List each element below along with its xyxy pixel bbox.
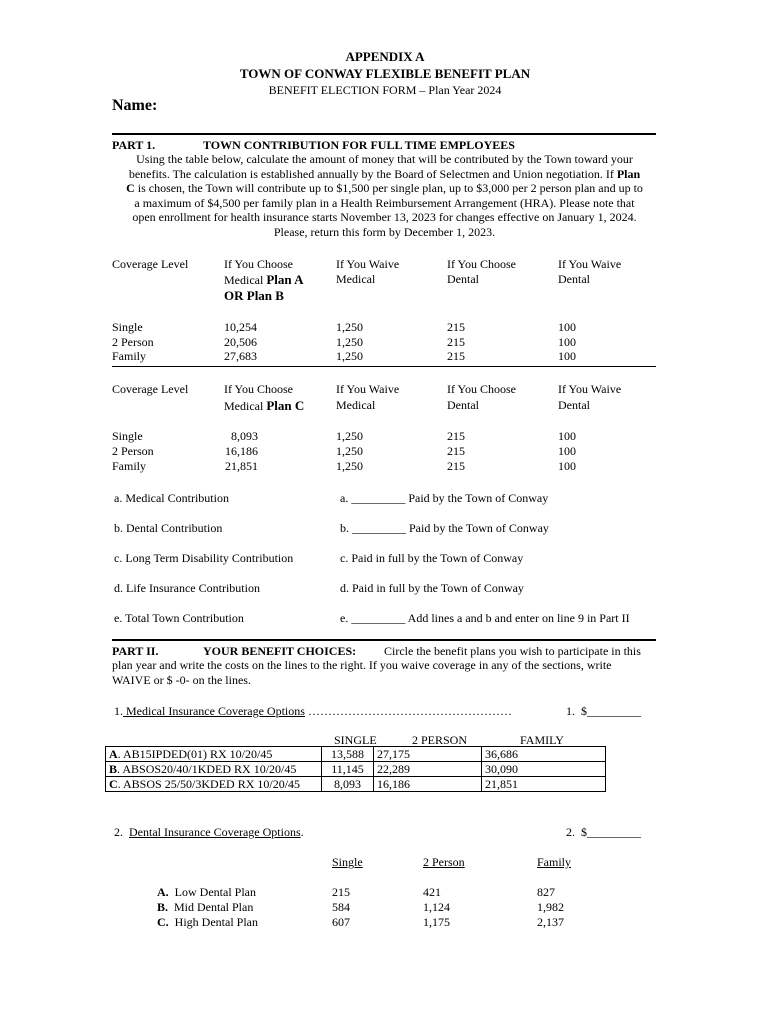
value-cell: 27,683 [224, 349, 257, 364]
col-header-choose-dental [447, 257, 516, 287]
levels-column [112, 320, 154, 364]
col-header-level: Coverage Level [112, 257, 189, 271]
header-line: If You Waive [336, 382, 400, 396]
para-text: is chosen, the Town will contribute up to $1,500 per single plan, up to $3,000 per 2 person plan and up to [134, 181, 643, 196]
cost-blank[interactable]: $_________ [581, 704, 641, 718]
single-cell: 11,145 [322, 762, 374, 777]
plan-word: Plan [616, 166, 641, 181]
header-line: Dental [558, 397, 590, 412]
header-text: Medical [224, 398, 267, 413]
period: . [300, 825, 304, 839]
plan-name: . ABSOS 25/50/3KDED RX 10/20/45 [117, 777, 301, 791]
para-line [112, 181, 657, 196]
table-row[interactable] [106, 777, 606, 792]
col-header-family: FAMILY [520, 733, 564, 747]
plan-letter: C. [157, 915, 169, 929]
dental-column [447, 320, 465, 364]
life-contribution-note: d. Paid in full by the Town of Conway [340, 581, 524, 595]
value-cell: 215 [447, 349, 465, 364]
value-cell: 215 [447, 320, 465, 334]
value-cell: 1,982 [537, 900, 564, 914]
dental-column [447, 429, 465, 474]
plan-letter: A. [157, 885, 169, 899]
value-cell: 100 [558, 429, 576, 443]
two-person-cell: 16,186 [374, 777, 482, 792]
ltd-contribution-note: c. Paid in full by the Town of Conway [340, 551, 524, 565]
header-line: Dental [447, 397, 479, 412]
dental-family-column [537, 885, 564, 930]
name-label: Name: [112, 97, 158, 114]
value-cell: 1,250 [336, 444, 363, 458]
header-line: Medical [336, 397, 376, 412]
col-header-waive-dental [558, 382, 621, 413]
value-cell: 584 [332, 900, 350, 914]
col-header-choose-medical [224, 257, 304, 303]
plan-letter: B [109, 762, 118, 776]
value-cell: 10,254 [224, 320, 257, 334]
plan-name: Mid Dental Plan [174, 900, 254, 914]
col-header-waive-medical [336, 257, 399, 287]
para-line: Using the table below, calculate the amount of money that will be contributed by the Town toward your [136, 152, 633, 166]
level-cell: 2 Person [112, 334, 154, 349]
col-header-level: Coverage Level [112, 382, 189, 396]
medical-options-label: Medical Insurance Coverage Options [123, 704, 305, 718]
value-cell: 1,250 [336, 349, 363, 364]
part2-intro: plan year and write the costs on the lines to the right. If you waive coverage in any of the sections, write [112, 658, 612, 672]
plan-name-cell [106, 762, 322, 777]
medical-column [224, 429, 258, 474]
header-line [224, 398, 304, 415]
dental-cost-line[interactable] [566, 825, 641, 840]
table-row[interactable] [106, 747, 606, 762]
part2-heading: YOUR BENEFIT CHOICES: [203, 644, 357, 658]
value-cell: 100 [558, 459, 576, 473]
part2-intro: Circle the benefit plans you wish to participate in this [384, 644, 641, 658]
col-header-waive-medical [336, 382, 399, 413]
level-cell: Family [112, 349, 147, 364]
two-person-cell: 22,289 [374, 762, 482, 777]
ltd-contribution-label: c. Long Term Disability Contribution [114, 551, 294, 565]
list-item[interactable] [157, 900, 258, 915]
dental-single-column [332, 885, 350, 930]
part1-divider [112, 133, 656, 135]
plan-letter: A [109, 747, 118, 761]
plan-name-cell [106, 747, 322, 762]
value-cell: 827 [537, 885, 555, 899]
header-line [224, 272, 304, 288]
plan-b-label: OR Plan B [224, 288, 284, 303]
plan-letter: C [126, 181, 135, 196]
value-cell: 421 [423, 885, 441, 899]
plan-name: High Dental Plan [174, 915, 258, 929]
family-cell: 30,090 [482, 762, 606, 777]
col-header-2person: 2 PERSON [412, 733, 468, 747]
header-line: If You Waive [336, 257, 400, 271]
plan-name: . AB15IPDED(01) RX 10/20/45 [117, 747, 273, 761]
single-cell: 13,588 [322, 747, 374, 762]
waive-medical-column [336, 429, 363, 474]
col-header-family: Family [537, 855, 572, 869]
part1-number: PART 1. [112, 138, 156, 152]
plan-letter: B. [157, 900, 169, 914]
value-cell: 21,851 [225, 459, 258, 473]
table-divider [112, 366, 656, 367]
part1-heading: TOWN CONTRIBUTION FOR FULL TIME EMPLOYEES [203, 138, 515, 152]
plan-name: . ABSOS20/40/1KDED RX 10/20/45 [117, 762, 297, 776]
value-cell: 8,093 [231, 429, 258, 443]
levels-column [112, 429, 154, 474]
level-cell: Single [112, 429, 143, 443]
level-cell: Family [112, 459, 147, 473]
waive-medical-column [336, 320, 363, 364]
value-cell: 215 [332, 885, 350, 899]
col-header-single: Single [332, 855, 363, 869]
value-cell: 1,175 [423, 915, 450, 929]
life-contribution-label: d. Life Insurance Contribution [114, 581, 260, 595]
part2-divider [112, 639, 656, 641]
para-line: open enrollment for health insurance starts November 13, 2023 for changes effective on January 1, 2024. [132, 210, 637, 225]
value-cell: 16,186 [225, 444, 258, 458]
value-cell: 1,250 [336, 429, 363, 443]
part2-number: PART II. [112, 644, 159, 658]
value-cell: 607 [332, 915, 350, 929]
total-contribution-line[interactable]: e. _________ Add lines a and b and enter on line 9 in Part II [340, 611, 630, 625]
header-line: If You Waive [558, 257, 622, 271]
para-line: a maximum of $4,500 per family plan in a Health Reimbursement Arrangement (HRA). Please note that [134, 195, 635, 210]
col-header-choose-dental [447, 382, 516, 413]
header-line: If You Choose [224, 257, 294, 271]
header-line: If You Choose [224, 382, 294, 396]
dental-contribution-line[interactable]: b. _________ Paid by the Town of Conway [340, 521, 549, 535]
part1-instructions [112, 152, 657, 240]
level-cell: 2 Person [112, 444, 154, 458]
leader-dots: …………………………………………… [304, 704, 512, 718]
line-number: 2. [566, 825, 575, 839]
value-cell: 215 [447, 459, 465, 473]
value-cell: 215 [447, 334, 465, 349]
waive-dental-column [558, 429, 576, 474]
header-line: If You Choose [447, 382, 517, 396]
item-number: 1. [114, 704, 123, 718]
value-cell: 1,250 [336, 320, 363, 334]
level-cell: Single [112, 320, 143, 334]
value-cell: 1,250 [336, 334, 363, 349]
line-number: 1. [566, 704, 575, 718]
header-line: If You Waive [558, 382, 622, 396]
single-cell: 8,093 [322, 777, 374, 792]
plan-name: Low Dental Plan [174, 885, 256, 899]
value-cell: 100 [558, 334, 576, 349]
list-item[interactable] [157, 885, 258, 900]
dental-plan-letters [157, 885, 258, 930]
total-contribution-label: e. Total Town Contribution [114, 611, 244, 625]
dental-2person-column [423, 885, 450, 930]
plan-c-label: Plan C [266, 397, 305, 413]
part2-intro: WAIVE or $ -0- on the lines. [112, 673, 251, 687]
header-line: Dental [558, 272, 590, 286]
para-line: Please, return this form by December 1, 2023. [273, 224, 496, 239]
list-item[interactable] [157, 915, 258, 930]
col-header-2person: 2 Person [423, 855, 465, 869]
value-cell: 215 [447, 429, 465, 443]
two-person-cell: 27,175 [374, 747, 482, 762]
para-text: benefits. The calculation is established annually by the Board of Selectmen and Union negotiation. If [128, 166, 617, 181]
family-cell: 21,851 [482, 777, 606, 792]
item-number: 2. [114, 825, 123, 839]
col-header-choose-medical [224, 382, 304, 414]
medical-contribution-label: a. Medical Contribution [114, 491, 229, 505]
para-line [112, 167, 657, 182]
col-header-single: SINGLE [334, 733, 377, 747]
header-line: Dental [447, 272, 479, 286]
dental-options-label: Dental Insurance Coverage Options [129, 825, 301, 839]
value-cell: 100 [558, 320, 576, 334]
form-subtitle: BENEFIT ELECTION FORM – Plan Year 2024 [268, 83, 502, 97]
family-cell: 36,686 [482, 747, 606, 762]
value-cell: 215 [447, 444, 465, 458]
header-text: Medical [224, 273, 267, 287]
form-title: TOWN OF CONWAY FLEXIBLE BENEFIT PLAN [239, 66, 531, 81]
value-cell: 100 [558, 349, 576, 364]
cost-blank[interactable]: $_________ [581, 825, 641, 839]
value-cell: 20,506 [224, 334, 257, 349]
plan-a-label: Plan A [266, 272, 304, 287]
medical-cost-line[interactable] [566, 704, 641, 719]
col-header-waive-dental [558, 257, 621, 287]
value-cell: 2,137 [537, 915, 564, 929]
appendix-label: APPENDIX A [345, 49, 425, 64]
header-line: If You Choose [447, 257, 517, 271]
value-cell: 1,250 [336, 459, 363, 473]
table-row[interactable] [106, 762, 606, 777]
medical-plans-table [105, 746, 606, 792]
dental-options-heading [114, 825, 304, 840]
waive-dental-column [558, 320, 576, 364]
plan-letter: C [109, 777, 118, 791]
header-line: Medical [336, 272, 376, 286]
medical-column [224, 320, 257, 364]
medical-contribution-line[interactable]: a. _________ Paid by the Town of Conway [340, 491, 549, 505]
value-cell: 1,124 [423, 900, 450, 914]
plan-name-cell [106, 777, 322, 792]
dental-contribution-label: b. Dental Contribution [114, 521, 223, 535]
value-cell: 100 [558, 444, 576, 458]
medical-options-heading [114, 704, 512, 719]
